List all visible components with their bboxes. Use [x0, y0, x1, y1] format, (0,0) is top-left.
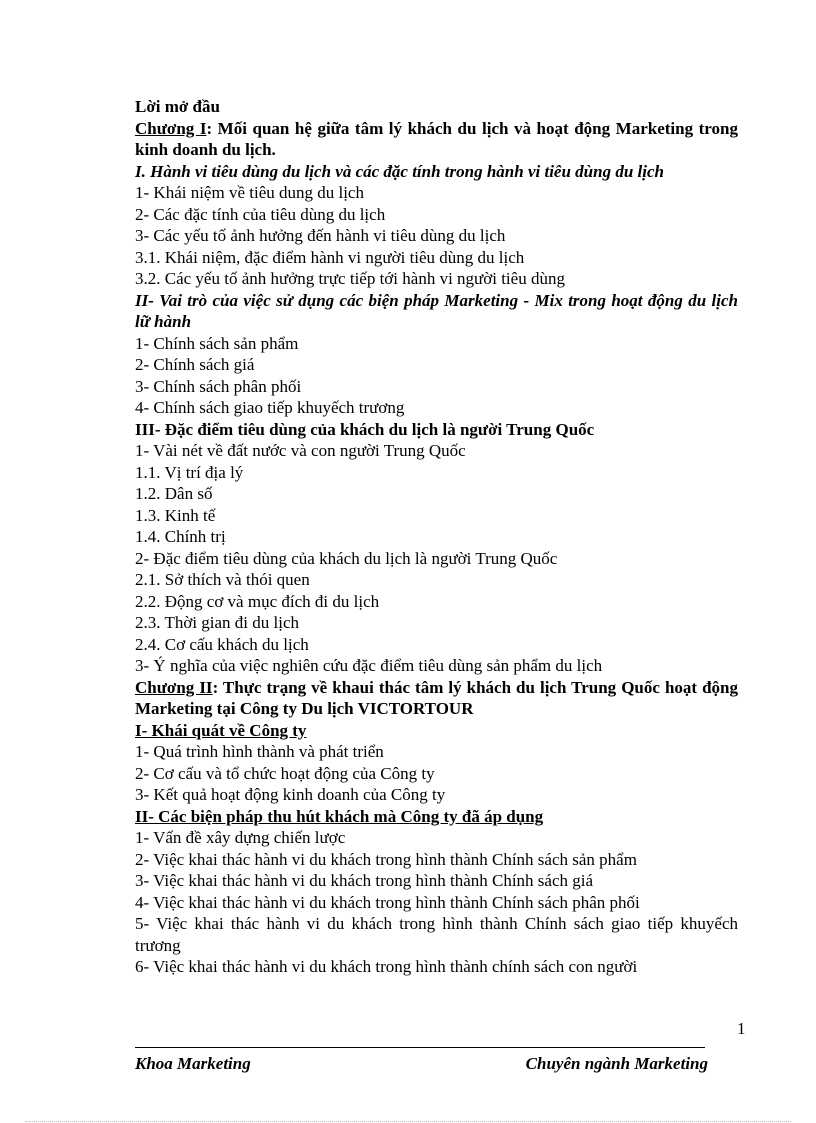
toc-item: 2- Đặc điểm tiêu dùng của khách du lịch là người Trung Quốc [135, 548, 558, 568]
toc-item: 1.3. Kinh tế [135, 505, 216, 525]
toc-item: 1.2. Dân số [135, 484, 213, 503]
section-3-heading: III- Đặc điểm tiêu dùng của khách du lịch là người Trung Quốc [135, 419, 595, 439]
chapter-2-title: : Thực trạng về khaui thác tâm lý khách du lịch Trung Quốc hoạt động Marketing tại Công ty Du lịch VICTORTOUR [135, 677, 738, 718]
section-2-heading: II- Vai trò của việc sử dụng các biện pháp Marketing - Mix trong hoạt động du lịch lữ hành [135, 290, 738, 331]
toc-item: 1- Vài nét về đất nước và con người Trung Quốc [135, 441, 466, 460]
chapter-2-section-2-heading: II- Các biện pháp thu hút khách mà Công ty đã áp dụng [135, 806, 544, 826]
toc-item: 4- Chính sách giao tiếp khuyếch trương [135, 398, 405, 417]
page-break-line [25, 1121, 791, 1122]
toc-item: 3- Việc khai thác hành vi du khách trong hình thành Chính sách giá [135, 871, 594, 890]
toc-item: 2- Việc khai thác hành vi du khách trong hình thành Chính sách sản phẩm [135, 849, 637, 869]
chapter-1-title: : Mối quan hệ giữa tâm lý khách du lịch và hoạt động Marketing trong kinh doanh du lịch. [135, 118, 738, 159]
toc-item: 5- Việc khai thác hành vi du khách trong hình thành Chính sách giao tiếp khuyếch trương [135, 914, 738, 955]
toc-item: 3- Ý nghĩa của việc nghiên cứu đặc điểm tiêu dùng sản phẩm du lịch [135, 656, 603, 675]
chapter-1-label: Chương I [135, 118, 207, 138]
chapter-2-label: Chương II [135, 677, 213, 697]
toc-item: 2- Cơ cấu và tổ chức hoạt động của Công ty [135, 763, 435, 783]
toc-item: 2.2. Động cơ và mục đích đi du lịch [135, 591, 380, 611]
toc-item: 2.3. Thời gian đi du lịch [135, 613, 300, 632]
toc-item: 3- Chính sách phân phối [135, 376, 302, 396]
toc-item: 6- Việc khai thác hành vi du khách trong hình thành chính sách con người [135, 957, 638, 976]
toc-item: 3- Kết quả hoạt động kinh doanh của Công ty [135, 785, 446, 804]
chapter-2-heading [135, 677, 738, 720]
toc-item: 2.1. Sở thích và thói quen [135, 570, 310, 589]
toc-item: 1- Vấn đề xây dựng chiến lược [135, 828, 346, 847]
chapter-1-heading [135, 118, 738, 161]
chapter-2-section-1-heading: I- Khái quát về Công ty [135, 720, 307, 740]
intro-heading: Lời mở đầu [135, 97, 220, 116]
table-of-contents [135, 96, 738, 978]
toc-item: 2- Các đặc tính của tiêu dùng du lịch [135, 204, 386, 224]
toc-item: 4- Việc khai thác hành vi du khách trong hình thành Chính sách phân phối [135, 892, 640, 912]
toc-item: 2- Chính sách giá [135, 355, 255, 374]
footer-major: Chuyên ngành Marketing [525, 1054, 708, 1073]
toc-item: 3- Các yếu tố ảnh hưởng đến hành vi tiêu dùng du lịch [135, 226, 506, 245]
toc-item: 2.4. Cơ cấu khách du lịch [135, 634, 309, 654]
toc-item: 3.2. Các yếu tố ảnh hưởng trực tiếp tới hành vi người tiêu dùng [135, 269, 565, 288]
toc-item: 1.1. Vị trí địa lý [135, 462, 244, 482]
toc-item: 3.1. Khái niệm, đặc điểm hành vi người tiêu dùng du lịch [135, 247, 525, 267]
page-number: 1 [737, 1019, 746, 1038]
footer-faculty: Khoa Marketing [135, 1054, 251, 1073]
section-1-heading: I. Hành vi tiêu dùng du lịch và các đặc tính trong hành vi tiêu dùng du lịch [135, 161, 664, 181]
toc-item: 1- Chính sách sản phẩm [135, 333, 299, 353]
footer-divider [135, 1047, 705, 1048]
toc-item: 1- Quá trình hình thành và phát triển [135, 742, 384, 761]
toc-item: 1.4. Chính trị [135, 527, 226, 546]
toc-item: 1- Khái niệm về tiêu dung du lịch [135, 183, 364, 202]
